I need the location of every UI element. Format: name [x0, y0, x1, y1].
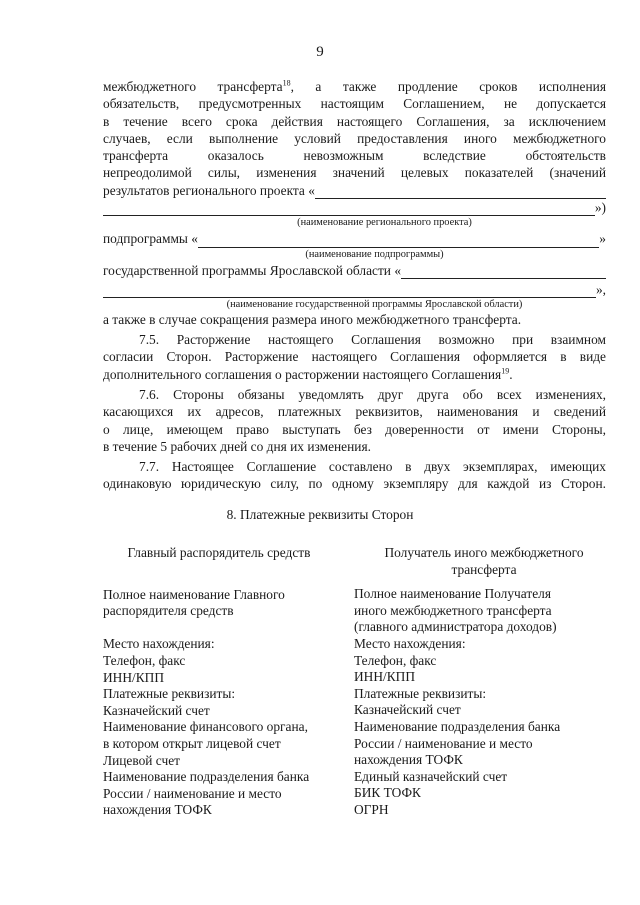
text-fragment: ») — [594, 200, 606, 216]
footnote-ref-19: 19 — [501, 366, 510, 376]
text-line: непреодолимой силы, изменения значений целевых показателей (значений — [103, 165, 606, 181]
requisite-line: Казначейский счет — [103, 702, 210, 718]
requisite-line: иного межбюджетного трансферта — [354, 602, 552, 618]
requisite-line — [103, 620, 335, 637]
text-line: 7.7. Настоящее Соглашение составлено в двух экземплярах, имеющих — [139, 459, 606, 474]
requisite-line: Полное наименование Главного — [103, 586, 285, 602]
requisite-line: Телефон, факс — [354, 652, 437, 668]
text-fragment: дополнительного соглашения о расторжении настоящего Соглашения — [103, 366, 502, 382]
regional-project-line-2 — [103, 199, 606, 216]
subprogram-blank — [198, 235, 599, 248]
text-line: а также в случае сокращения размера иного межбюджетного трансферта. — [103, 312, 522, 328]
text-line: 7.5. Расторжение настоящего Соглашения возможно при взаимном — [139, 332, 606, 347]
text-fragment: . — [509, 366, 513, 382]
text-line: обязательств, предусмотренных настоящим Соглашением, не допускается — [103, 96, 606, 112]
requisite-line: БИК ТОФК — [354, 785, 421, 801]
right-column — [354, 545, 614, 819]
regional-project-line — [103, 182, 606, 199]
page-number: 9 — [316, 44, 324, 60]
left-column-lines — [103, 587, 335, 819]
section-8-heading: 8. Платежные реквизиты Сторон — [226, 507, 414, 522]
footnote-ref-18: 18 — [282, 78, 291, 88]
requisite-line: Место нахождения: — [354, 635, 466, 651]
regional-project-blank — [315, 186, 606, 199]
state-program-line-2 — [103, 281, 606, 298]
text-line: касающихся их адресов, платежных реквизитов, наименования и сведений — [103, 404, 606, 420]
text-line: трансферта оказалось невозможным вследствие обстоятельств — [103, 148, 606, 164]
requisite-line: России / наименование и место — [103, 785, 282, 801]
caption-state-program: (наименование государственной программы Ярославской области) — [226, 299, 523, 311]
paragraph-7-4-continuation — [103, 78, 606, 329]
requisite-line: Полное наименование Получателя — [354, 586, 551, 602]
requisite-line: в котором открыт лицевой счет — [103, 735, 281, 751]
paragraph-7-6 — [103, 386, 606, 455]
requisite-line: (главного администратора доходов) — [354, 619, 557, 635]
state-program-blank-2 — [103, 285, 596, 298]
text-fragment: , а также продление сроков исполнения — [290, 79, 606, 94]
text-line — [103, 366, 606, 383]
text-line: 7.6. Стороны обязаны уведомлять друг друга обо всех изменениях, — [139, 387, 606, 402]
requisite-line: Платежные реквизиты: — [103, 686, 236, 702]
text-line: одинаковую юридическую силу, по одному экземпляру для каждой из Сторон. — [103, 476, 606, 492]
text-line: в течение 5 рабочих дней со дня их изменения. — [103, 438, 371, 454]
state-program-blank — [401, 266, 606, 279]
requisite-line: ИНН/КПП — [103, 669, 165, 685]
paragraph-7-7 — [103, 458, 606, 493]
requisite-line: нахождения ТОФК — [103, 802, 212, 818]
text-line: случаев, если выполнение условий предоставления иного межбюджетного — [103, 130, 606, 146]
requisite-line: Наименование финансового органа, — [103, 719, 308, 735]
requisite-line: Место нахождения: — [103, 636, 215, 652]
left-column-title: Главный распорядитель средств — [127, 545, 311, 560]
text-line: в течение всего срока действия настоящего Соглашения, за исключением — [103, 113, 606, 129]
requisite-line: Наименование подразделения банка — [354, 718, 561, 734]
text-line: согласии Сторон. Расторжение настоящего Соглашения оформляется в виде — [103, 349, 606, 365]
requisite-line: Лицевой счет — [103, 752, 181, 768]
state-program-line — [103, 262, 606, 279]
text-fragment: межбюджетного трансферта — [103, 79, 283, 94]
requisite-line: Наименование подразделения банка — [103, 769, 310, 785]
requisite-line: нахождения ТОФК — [354, 752, 463, 768]
subprogram-line — [103, 230, 606, 247]
text-line — [103, 78, 606, 95]
requisite-line: Платежные реквизиты: — [354, 685, 487, 701]
text-fragment: государственной программы Ярославской области « — [103, 262, 402, 278]
right-column-lines — [354, 586, 614, 818]
requisite-line: ОГРН — [354, 801, 389, 817]
requisite-line: ИНН/КПП — [354, 669, 416, 685]
text-line: о лице, имеющем право выступать без доверенности от имени Стороны, — [103, 421, 606, 437]
requisite-line: Единый казначейский счет — [354, 768, 508, 784]
text-fragment: подпрограммы « — [103, 231, 198, 247]
regional-project-blank-2 — [103, 203, 595, 216]
right-column-title-line-1: Получатель иного межбюджетного — [384, 545, 584, 560]
left-column — [103, 545, 335, 819]
requisite-line: России / наименование и место — [354, 735, 533, 751]
text-fragment: », — [595, 281, 606, 297]
requisite-line: Телефон, факс — [103, 652, 186, 668]
paragraph-7-5 — [103, 331, 606, 383]
requisite-line: Казначейский счет — [354, 702, 461, 718]
caption-subprogram: (наименование подпрограммы) — [305, 248, 444, 260]
text-fragment: результатов регионального проекта « — [103, 182, 315, 198]
text-fragment: » — [599, 231, 606, 247]
requisite-line: распорядителя средств — [103, 603, 234, 619]
caption-regional-project: (наименование регионального проекта) — [297, 217, 472, 229]
right-column-title-line-2: трансферта — [451, 561, 517, 577]
